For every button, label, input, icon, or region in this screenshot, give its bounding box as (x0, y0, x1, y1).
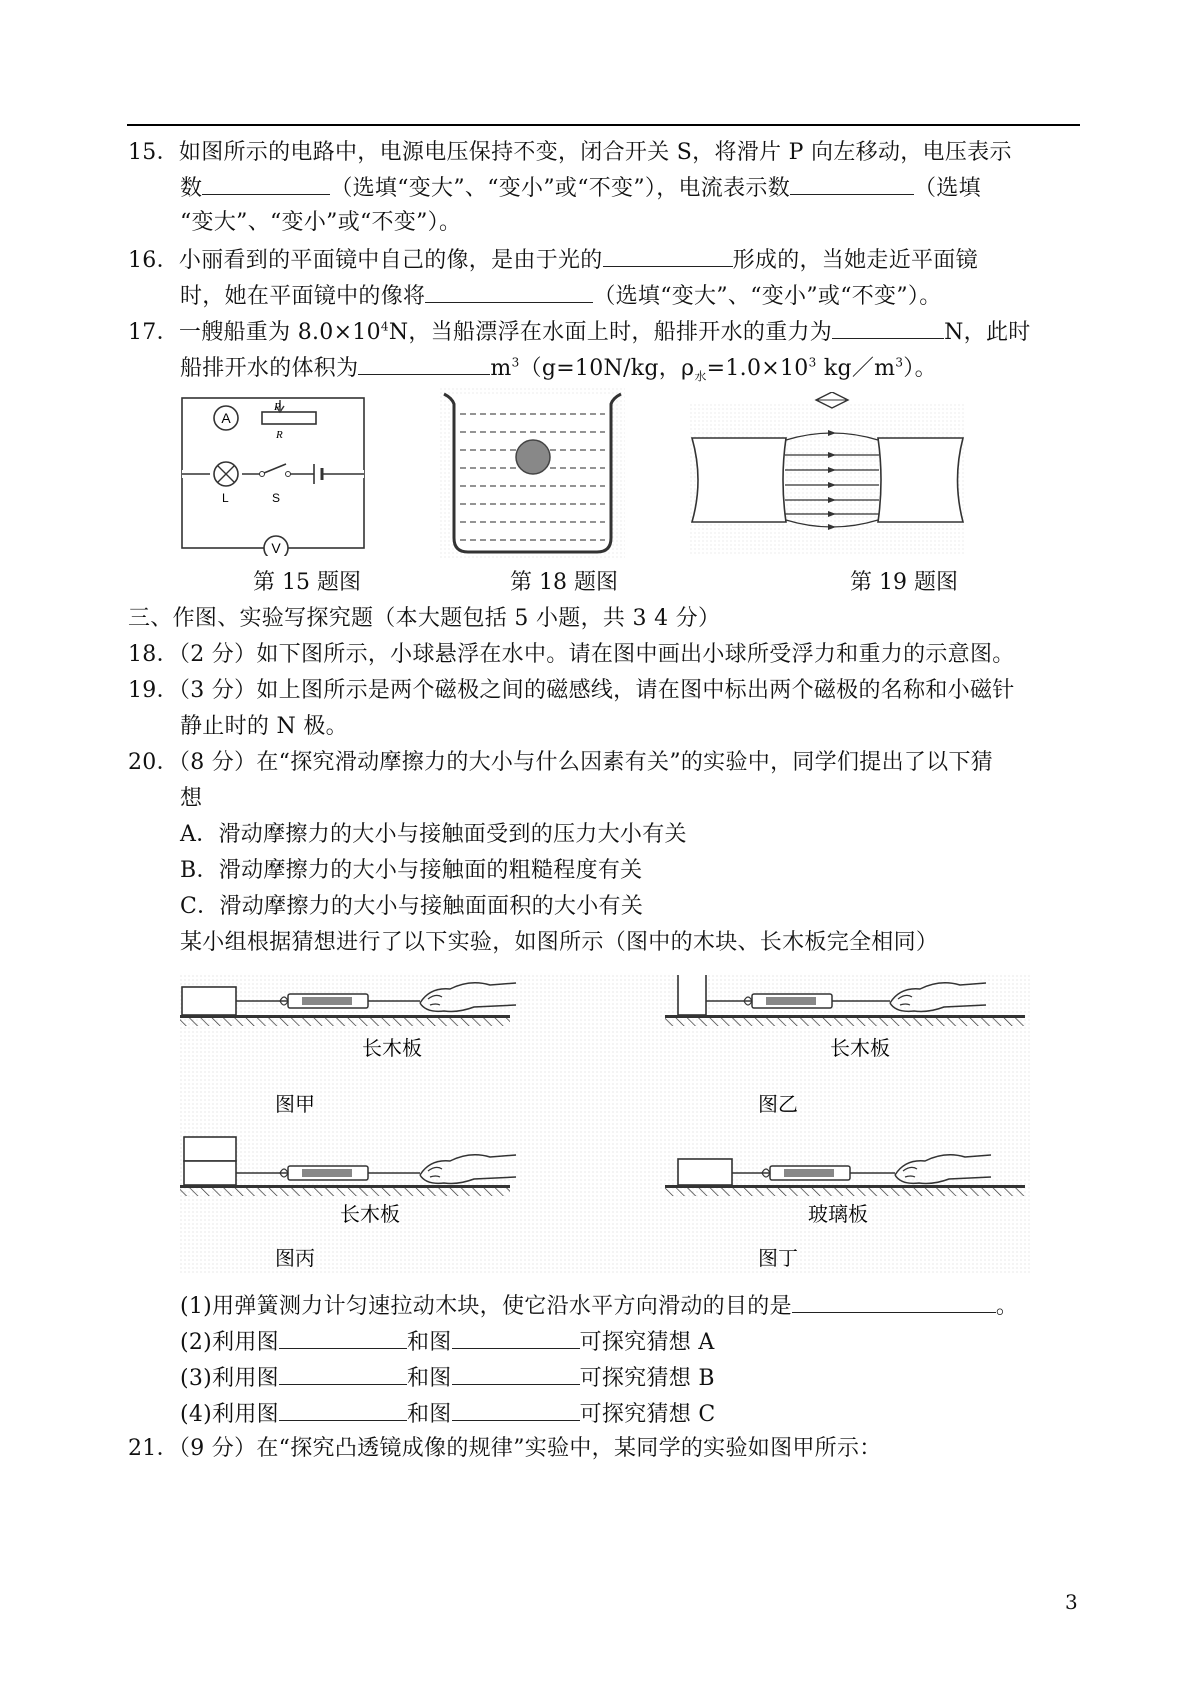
board-label-jia: 长木板 (362, 1038, 422, 1060)
q16-text-a: 16．小丽看到的平面镜中自己的像，是由于光的 (128, 248, 603, 273)
q20-blank-2b[interactable] (452, 1326, 580, 1349)
q20-sub1 (180, 1290, 1018, 1322)
magnetic-field-diagram (690, 392, 965, 554)
q19-line2: 静止时的 N 极。 (180, 714, 348, 739)
q20-sub2-prefix: (2)利用图 (180, 1330, 279, 1355)
q15-text-c: （选填 (914, 176, 981, 201)
q17-blank-volume[interactable] (358, 352, 490, 375)
q16-line2 (180, 280, 942, 312)
caption-fig19: 第 19 题图 (850, 570, 958, 595)
q17-line1 (128, 316, 1031, 348)
section3-heading: 三、作图、实验写探究题（本大题包括 5 小题，共 3 4 分） (128, 606, 721, 631)
wood-block-top (184, 1137, 236, 1161)
q20-intro: 某小组根据猜想进行了以下实验，如图所示（图中的木块、长木板完全相同） (180, 930, 939, 955)
q20-sub3-mid: 和图 (406, 1366, 452, 1391)
q16-blank-light[interactable] (603, 244, 733, 267)
q20-blank-4b[interactable] (452, 1398, 580, 1421)
spring-scale-icon (280, 1166, 368, 1180)
q20-blank-2a[interactable] (279, 1326, 407, 1349)
voltmeter-label: V (271, 540, 281, 556)
q16-text-b: 形成的，当她走近平面镜 (732, 248, 978, 273)
spring-scale-icon (762, 1166, 850, 1180)
panel-name-bing: 图丙 (275, 1248, 315, 1270)
page-number: 3 (1065, 1590, 1078, 1614)
spring-scale-icon (280, 994, 368, 1008)
q18-line: 18．（2 分）如下图所示，小球悬浮在水中。请在图中画出小球所受浮力和重力的示意图。 (128, 642, 1015, 667)
ammeter-label: A (221, 410, 231, 426)
q16-blank-image[interactable] (425, 280, 593, 303)
panel-name-ding: 图丁 (758, 1248, 798, 1270)
q20-line1: 20．（8 分）在“探究滑动摩擦力的大小与什么因素有关”的实验中，同学们提出了以下猜 (128, 750, 994, 775)
wood-block-upright (678, 975, 706, 1015)
q17-blank-gravity[interactable] (832, 316, 944, 339)
q19-line1: 19．（3 分）如上图所示是两个磁极之间的磁感线，请在图中标出两个磁极的名称和小磁针 (128, 678, 1015, 703)
q20-blank-3b[interactable] (452, 1362, 580, 1385)
panel-name-yi: 图乙 (758, 1094, 798, 1116)
q20-sub2-mid: 和图 (406, 1330, 452, 1355)
q20-hypothesis-a: A．滑动摩擦力的大小与接触面受到的压力大小有关 (180, 822, 687, 847)
resistor-label: R (276, 429, 283, 441)
panel-name-jia: 图甲 (275, 1094, 315, 1116)
q17-text-e: （g=10N/kg，ρ (519, 356, 695, 381)
suspended-ball (516, 440, 550, 474)
q15-text-b: （选填“变大”、“变小”或“不变”），电流表示数 (330, 176, 790, 201)
q20-sub3-end: 可探究猜想 B (579, 1366, 715, 1391)
caption-fig15: 第 15 题图 (253, 570, 361, 595)
beaker-diagram (440, 388, 625, 558)
q15-text-a: 数 (180, 176, 203, 201)
rheostat-icon (262, 412, 316, 424)
right-magnet-pole (878, 438, 963, 522)
q20-sub2 (180, 1326, 715, 1358)
q20-sub1-text: (1)用弹簧测力计匀速拉动木块，使它沿水平方向滑动的目的是 (180, 1294, 792, 1319)
q17-exp: 4 (380, 319, 389, 334)
switch-label: S (272, 491, 281, 505)
q17-unit-exp: 3 (511, 355, 520, 370)
q20-sub3 (180, 1362, 715, 1394)
board-label-yi: 长木板 (830, 1038, 890, 1060)
board-label-ding: 玻璃板 (808, 1204, 868, 1226)
q20-sub4 (180, 1398, 716, 1430)
wood-block (182, 987, 236, 1015)
q21-line: 21．（9 分）在“探究凸透镜成像的规律”实验中，某同学的实验如图甲所示： (128, 1436, 882, 1461)
q20-sub4-end: 可探究猜想 C (579, 1402, 716, 1427)
q17-rho-sub: 水 (694, 369, 707, 384)
q20-sub3-prefix: (3)利用图 (180, 1366, 279, 1391)
q17-text-f: =1.0×10 (706, 356, 809, 381)
q20-hypothesis-b: B．滑动摩擦力的大小与接触面的粗糙程度有关 (180, 858, 643, 883)
q17-exp2: 3 (808, 355, 817, 370)
q20-blank-4a[interactable] (279, 1398, 407, 1421)
q20-blank-purpose[interactable] (792, 1290, 996, 1313)
q17-text-h: ）。 (903, 356, 937, 381)
friction-experiment-figure (180, 975, 1030, 1275)
q20-sub4-prefix: (4)利用图 (180, 1402, 279, 1427)
circuit-diagram (180, 390, 370, 556)
spring-scale-icon (744, 994, 832, 1008)
q15-blank-current[interactable] (790, 172, 914, 195)
q15-blank-voltage[interactable] (202, 172, 330, 195)
lamp-label: L (222, 491, 229, 505)
left-magnet-pole (692, 438, 786, 522)
q16-line1 (128, 244, 978, 276)
q17-exp3: 3 (895, 355, 904, 370)
q15-line2 (180, 172, 981, 204)
q20-sub1-end: 。 (995, 1294, 1019, 1319)
q20-sub2-end: 可探究猜想 A (579, 1330, 715, 1355)
q20-blank-3a[interactable] (279, 1362, 407, 1385)
q16-text-d: （选填“变大”、“变小”或“不变”）。 (593, 284, 942, 309)
q20-hypothesis-c: C．滑动摩擦力的大小与接触面面积的大小有关 (180, 894, 644, 919)
q16-text-c: 时，她在平面镜中的像将 (180, 284, 426, 309)
wood-block (678, 1159, 732, 1185)
q15-line3: “变大”、“变小”或“不变”）。 (180, 210, 462, 235)
q20-sub4-mid: 和图 (406, 1402, 452, 1427)
q17-text-a: 17．一艘船重为 8.0×10 (128, 320, 381, 345)
q15-line1: 15．如图所示的电路中，电源电压保持不变，闭合开关 S，将滑片 P 向左移动，电压表示 (128, 140, 1012, 165)
board-label-bing: 长木板 (340, 1204, 400, 1226)
slider-label: P (274, 401, 281, 413)
q17-text-g: kg／m (816, 356, 896, 381)
wood-block-bottom (184, 1161, 236, 1185)
q17-unit: m (490, 356, 512, 381)
q17-text-c: N，此时 (944, 320, 1031, 345)
q17-line2 (180, 352, 937, 384)
header-rule (127, 124, 1080, 126)
q17-text-b: N，当船漂浮在水面上时，船排开水的重力为 (388, 320, 833, 345)
q17-text-d: 船排开水的体积为 (180, 356, 359, 381)
q20-line2: 想 (180, 786, 203, 811)
caption-fig18: 第 18 题图 (510, 570, 618, 595)
